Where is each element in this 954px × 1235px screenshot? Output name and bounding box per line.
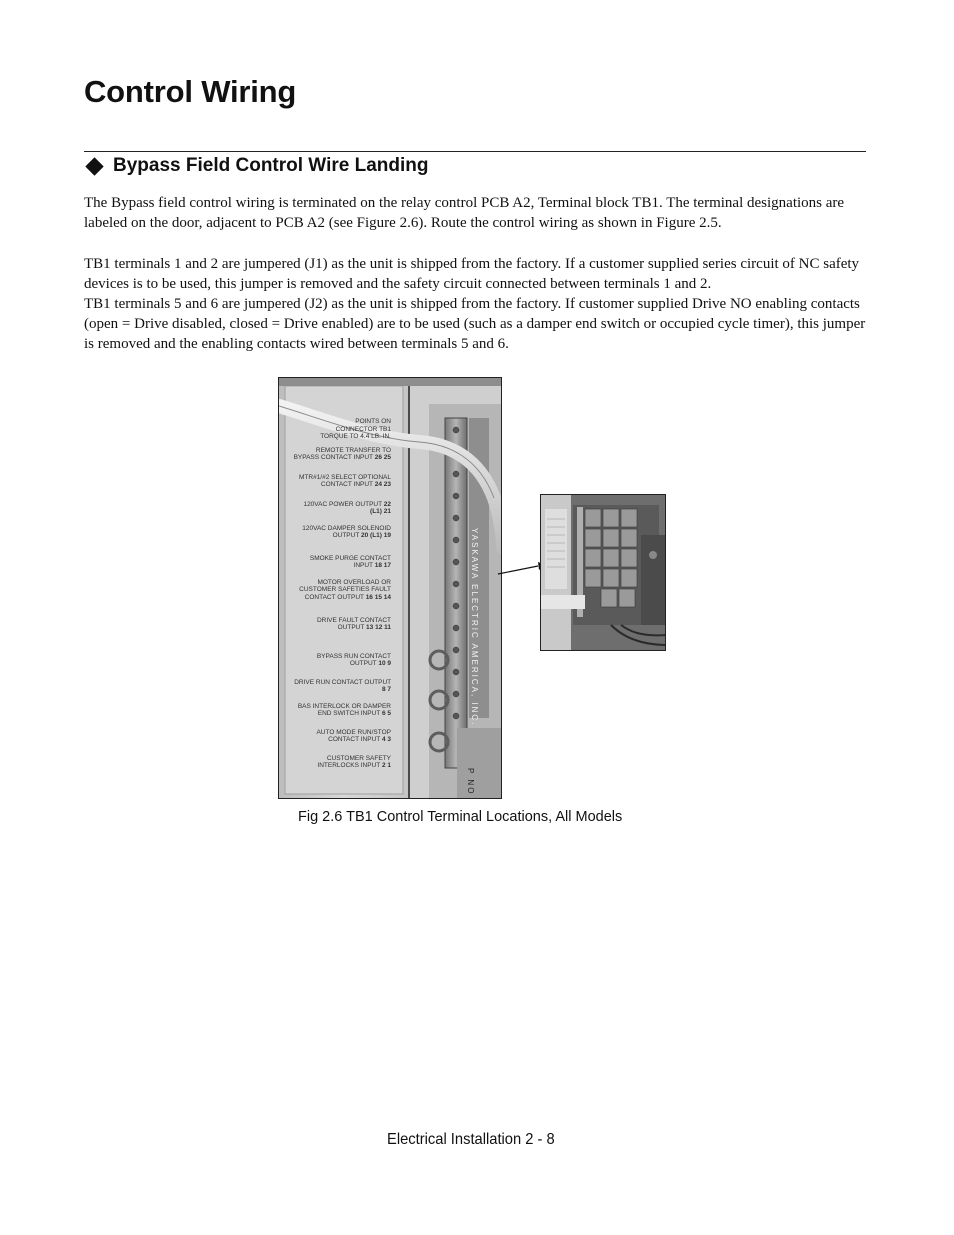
terminal-label-row: MOTOR OVERLOAD OR CUSTOMER SAFETIES FAULT CONTACT OUTPUT 16 15 14 bbox=[299, 578, 391, 601]
page-title: Control Wiring bbox=[84, 74, 297, 109]
door-label-line: TORQUE TO 4.4 LB. IN. bbox=[320, 433, 391, 440]
terminal-label-row: SMOKE PURGE CONTACT INPUT 18 17 bbox=[309, 554, 391, 569]
terminal-label-row: 120VAC DAMPER SOLENOID OUTPUT 20 (L1) 19 bbox=[302, 524, 391, 539]
relay-pcb-inset-photo bbox=[540, 494, 666, 651]
board-marking-text: P NO bbox=[466, 768, 475, 796]
door-label-line: POINTS ON bbox=[355, 418, 391, 425]
page-footer: Electrical Installation 2 - 8 bbox=[387, 1131, 555, 1148]
paragraph-j1: TB1 terminals 1 and 2 are jumpered (J1) as the unit is shipped from the factory. If a customer supplied series circuit of NC safety devices is to be used, this jumper is removed and the safety circuit connected between terminals 1 and 2. bbox=[84, 256, 860, 292]
door-label-line: CONNECTOR TB1 bbox=[335, 425, 391, 433]
terminal-label-row: BYPASS RUN CONTACT OUTPUT 10 9 bbox=[316, 652, 391, 667]
paragraph-intro: The Bypass field control wiring is terminated on the relay control PCB A2, Terminal block TB1. The terminal designations are labeled on the door, adjacent to PCB A2 (see Figure 2.6). Route the control wiring as shown in Figure 2.5. bbox=[84, 195, 845, 231]
terminal-label-row: BAS INTERLOCK OR DAMPER END SWITCH INPUT 6 5 bbox=[297, 702, 391, 717]
pointer-arrow-icon bbox=[496, 560, 546, 578]
terminal-label-row: AUTO MODE RUN/STOP CONTACT INPUT 4 3 bbox=[316, 728, 391, 743]
terminal-label-row: CUSTOMER SAFETY INTERLOCKS INPUT 2 1 bbox=[317, 754, 391, 769]
inset-graphic bbox=[541, 495, 666, 651]
paragraph-j2: TB1 terminals 5 and 6 are jumpered (J2) as the unit is shipped from the factory. If customer supplied Drive NO enabling contacts (open = Drive disabled, closed = Drive enabled) are to be used (such as a damper end switch or occupied cycle timer), this jumper is removed and the enabling contacts wired between terminals 5 and 6. bbox=[84, 296, 866, 352]
door-label bbox=[291, 418, 391, 777]
figure-caption: Fig 2.6 TB1 Control Terminal Locations, All Models bbox=[298, 809, 623, 825]
title-divider bbox=[84, 151, 866, 152]
section-heading-text: Bypass Field Control Wire Landing bbox=[113, 155, 429, 176]
terminal-label-row: REMOTE TRANSFER TO BYPASS CONTACT INPUT 26 25 bbox=[293, 446, 391, 461]
board-manufacturer-text: YASKAWA ELECTRIC AMERICA, INC. bbox=[470, 528, 479, 727]
terminal-label-row: DRIVE RUN CONTACT OUTPUT 8 7 bbox=[294, 678, 391, 693]
section-heading bbox=[84, 155, 428, 177]
terminal-label-row: DRIVE FAULT CONTACT OUTPUT 13 12 11 bbox=[316, 616, 391, 631]
tb1-terminal-photo bbox=[278, 377, 502, 799]
terminal-label-row: 120VAC POWER OUTPUT 22 (L1) 21 bbox=[303, 500, 391, 515]
diamond-bullet-icon bbox=[85, 157, 103, 175]
terminal-label-row: MTR#1/#2 SELECT OPTIONAL CONTACT INPUT 24 23 bbox=[299, 473, 391, 488]
